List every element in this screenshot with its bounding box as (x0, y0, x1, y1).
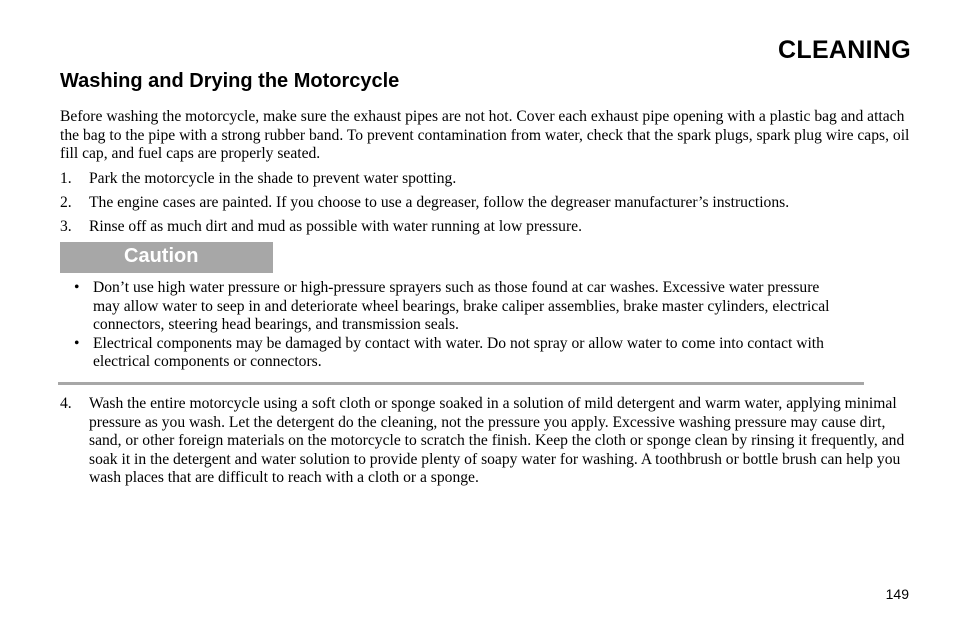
step-number: 3. (60, 218, 72, 235)
step-text: Park the motorcycle in the shade to prevent water spotting. (89, 170, 457, 187)
step-number: 4. (60, 395, 72, 412)
step-item (60, 395, 916, 488)
caution-text: Don’t use high water pressure or high-pressure sprayers such as those found at car washes. Excessive water pressure may allow water to seep in and deteriorate wheel bearings, brake caliper assemblies, brake master cylinders, electrical connectors, steering head bearings, and transmission seals. (93, 279, 830, 333)
caution-banner (60, 242, 273, 273)
caution-item (74, 279, 844, 335)
step-text: Wash the entire motorcycle using a soft cloth or sponge soaked in a solution of mild detergent and warm water, applying minimal pressure as you wash. Let the detergent do the cleaning, not the pressure you apply. Excessive washing pressure may cause dirt, sand, or other foreign materials on the motorcycle to scratch the finish. Keep the cloth or sponge clean by rinsing it frequently, and soak it in the detergent and water solution to provide plenty of soapy water for washing. A toothbrush or bottle brush can help you wash places that are difficult to reach with a cloth or a sponge. (89, 395, 905, 486)
caution-text: Electrical components may be damaged by contact with water. Do not spray or allow water to come into contact with electrical components or connectors. (93, 334, 824, 370)
step-item (60, 170, 920, 189)
section-title: CLEANING (778, 36, 911, 64)
intro-paragraph: Before washing the motorcycle, make sure the exhaust pipes are not hot. Cover each exhaust pipe opening with a plastic bag and attach the bag to the pipe with a strong rubber band. To prevent contamination from water, check that the spark plugs, spark plug wire caps, oil fill cap, and fuel caps are properly seated. (60, 108, 910, 162)
bullet-icon: • (74, 279, 80, 296)
caution-list (74, 279, 844, 372)
caution-item (74, 335, 844, 372)
page-subtitle: Washing and Drying the Motorcycle (60, 70, 400, 92)
page-number: 149 (885, 586, 909, 602)
step-text: Rinse off as much dirt and mud as possible with water running at low pressure. (89, 218, 582, 235)
step-number: 2. (60, 194, 72, 211)
steps-list-continued (60, 395, 916, 488)
step-item (60, 218, 920, 237)
step-item (60, 194, 920, 213)
step-number: 1. (60, 170, 72, 187)
step-text: The engine cases are painted. If you choose to use a degreaser, follow the degreaser manufacturer’s instructions. (89, 194, 790, 211)
bullet-icon: • (74, 334, 80, 352)
caution-label: Caution (124, 245, 199, 267)
caution-divider (58, 382, 864, 385)
steps-list (60, 170, 920, 242)
